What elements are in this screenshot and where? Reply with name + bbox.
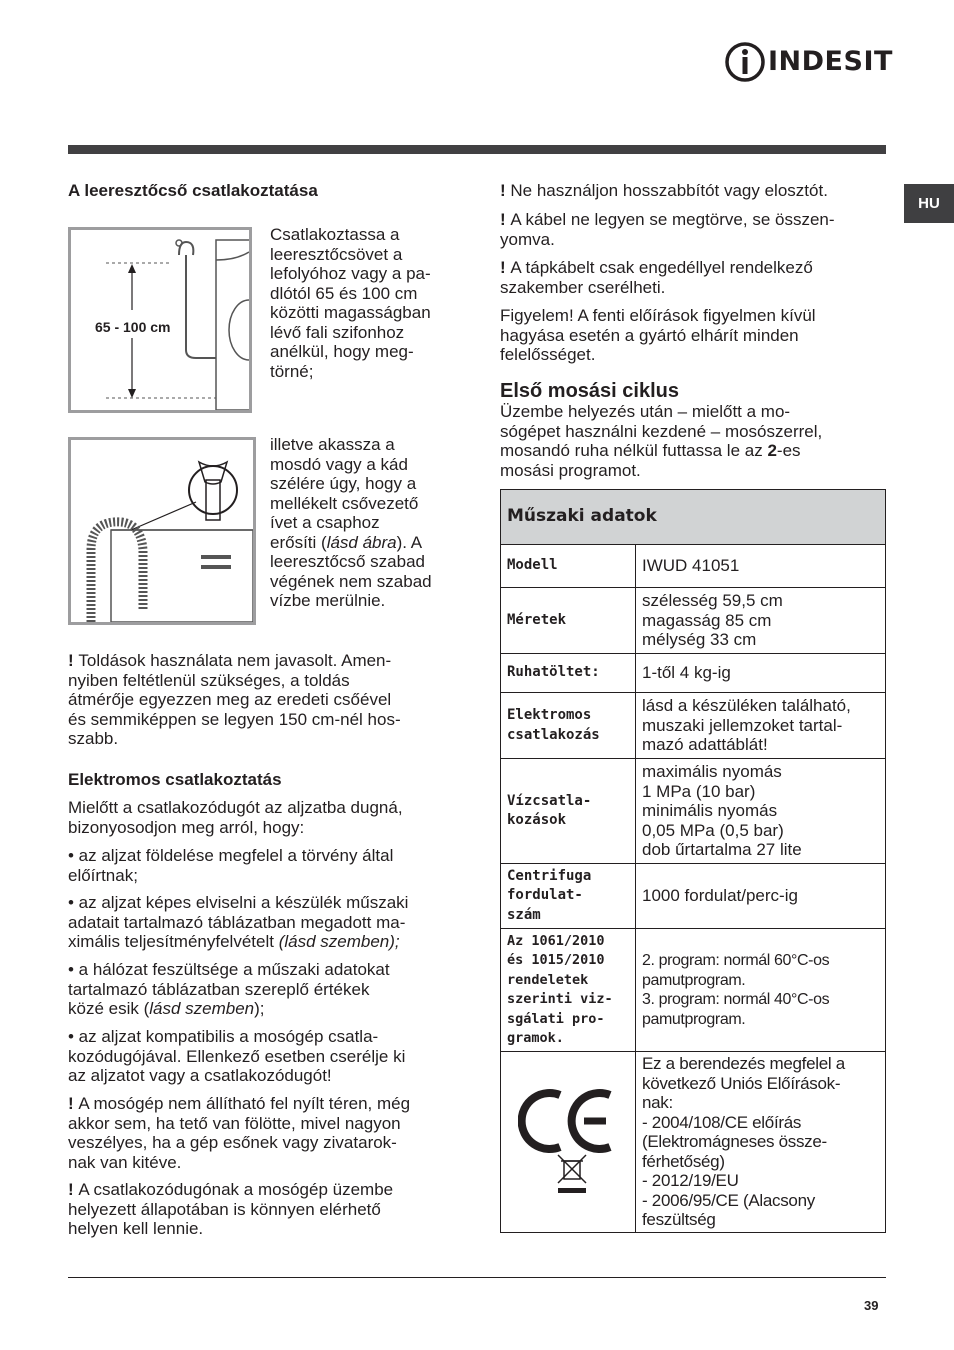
warning-mark: ! — [68, 1094, 79, 1113]
text-line — [68, 1094, 410, 1114]
text-line: • a hálózat feszültsége a műszaki adatokat — [68, 960, 390, 979]
table-row — [501, 759, 886, 864]
row-value-ce-compliance — [636, 1052, 886, 1233]
text-line: fordulat- — [507, 887, 583, 904]
row-value-electrical — [636, 693, 886, 759]
text-line: és semmiképpen se legyen 150 cm-nél hos- — [68, 709, 401, 729]
warning-mark: ! — [500, 181, 511, 200]
text-line: dlótól 65 és 100 cm — [270, 283, 418, 303]
table-row — [501, 1052, 886, 1233]
text-line: nak van kitéve. — [68, 1152, 182, 1172]
text-line: Vízcsatla- — [507, 792, 592, 809]
table-title: Műszaki adatok — [501, 490, 886, 545]
row-value-spin: 1000 fordulat/perc-ig — [636, 864, 886, 929]
text-line: sgálati pro- — [507, 1010, 605, 1027]
text-line — [68, 651, 401, 671]
text-line: magasság 85 cm — [642, 610, 772, 630]
text-line: az aljzatot vagy a csatlakozódugót! — [68, 1066, 332, 1085]
warning-cable-replace — [500, 258, 813, 297]
text-line: kozások — [507, 812, 567, 828]
text-line: illetve akassza a — [270, 435, 395, 454]
row-key-water — [501, 759, 636, 864]
weee-bin-icon — [558, 1155, 586, 1193]
text-span: közé esik ( — [68, 999, 150, 1018]
text-line: • az aljzat földelése megfelel a törvény által — [68, 846, 394, 865]
text-line: helyezett állapotában is könnyen elérhető — [68, 1199, 381, 1219]
text-line: átmérője egyezzen meg az eredeti csőével — [68, 690, 392, 709]
text-line: sógépet használni kezdené – mosószerrel, — [500, 421, 823, 441]
text-line: dob űrtartalma 27 lite — [642, 840, 802, 860]
warning-mark: ! — [68, 1180, 79, 1199]
text-line: mosdó vagy a kád — [270, 454, 408, 474]
see-opposite-ref: (lásd szemben); — [278, 932, 400, 951]
row-key-load: Ruhatöltet: — [501, 654, 636, 693]
text-line: maximális nyomás — [642, 762, 782, 782]
text-span: mosandó ruha nélkül futtassa le az — [500, 441, 768, 460]
text-line: - 2004/108/CE előírás — [642, 1112, 802, 1132]
text-line: minimális nyomás — [642, 801, 778, 821]
text-line: férhetőség) — [642, 1151, 725, 1171]
text-line: mosási programot. — [500, 460, 641, 480]
text-line: 3. program: normál 40°C-os — [642, 991, 830, 1008]
text-line: • az aljzat képes elviselni a készülék műszaki — [68, 893, 409, 912]
row-key-model: Modell — [501, 545, 636, 588]
text-line: végének nem szabad — [270, 571, 432, 591]
table-row — [501, 654, 886, 693]
text-line: akkor sem, ha tető van fölötte, mivel nagyon — [68, 1113, 401, 1133]
text-line: szélesség 59,5 cm — [642, 591, 783, 611]
text-line: csatlakozás — [507, 726, 600, 743]
warning-outdoor — [68, 1094, 410, 1172]
text-span: A kábel ne legyen se megtörve, se összen- — [510, 210, 835, 229]
paragraph-before-plugging — [68, 798, 403, 837]
warning-mark: ! — [68, 651, 79, 670]
text-line — [500, 210, 835, 230]
ce-mark-icon — [518, 1081, 618, 1196]
text-line: - 2006/95/CE (Alacsony — [642, 1190, 815, 1210]
sink-hook-illustration — [71, 440, 253, 622]
text-line: ívet a csaphoz — [270, 513, 380, 532]
text-line: lásd a készüléken található, — [642, 696, 851, 716]
text-line: szakember cserélheti. — [500, 277, 666, 297]
text-line: közötti magasságban — [270, 303, 431, 322]
bullet-grounding — [68, 846, 393, 885]
text-span: Toldások használata nem javasolt. Amen- — [78, 651, 392, 670]
row-key-electrical — [501, 693, 636, 759]
row-value-dimensions — [636, 588, 886, 654]
warning-mark: ! — [500, 258, 511, 277]
text-line: mélység 33 cm — [642, 630, 757, 650]
text-line: - 2012/19/EU — [642, 1171, 739, 1191]
text-line: nak: — [642, 1093, 673, 1113]
warning-extensions — [68, 651, 401, 749]
text-line: lefolyóhoz vagy a pa- — [270, 264, 431, 283]
sink-hook-figure — [68, 437, 256, 625]
text-span: -es — [776, 441, 801, 460]
bullet-compatibility — [68, 1027, 405, 1086]
text-line: 2. program: normál 60°C-os — [642, 952, 830, 969]
see-figure-ref: lásd ábra — [326, 532, 397, 552]
text-line: pamutprogram. — [642, 971, 746, 989]
text-line — [68, 932, 408, 952]
text-line: feszültség — [642, 1210, 716, 1230]
text-line: anélkül, hogy meg- — [270, 342, 414, 361]
text-line: hagyása esetén a gyártó elhárít minden — [500, 325, 799, 345]
text-line: pamutprogram. — [642, 1010, 746, 1028]
text-line: előírtnak; — [68, 865, 138, 885]
text-span: ximális teljesítményfelvételt — [68, 932, 279, 951]
text-span: ); — [254, 999, 265, 1018]
text-line: rendeletek — [507, 971, 589, 988]
text-line: Csatlakoztassa a — [270, 225, 400, 244]
text-line: szélére úgy, hogy a — [270, 474, 417, 493]
text-line: Figyelem! A fenti előírások figyelmen kívül — [500, 306, 816, 325]
warning-mark: ! — [500, 210, 511, 229]
warning-extension-cord — [500, 181, 828, 201]
text-line: muszaki jellemzoket tartal- — [642, 715, 843, 735]
text-span: A csatlakozódugónak a mosógép üzembe — [78, 1180, 394, 1199]
table-header-row — [501, 490, 886, 545]
text-line: Elektromos — [507, 707, 592, 723]
text-line: Centrifuga — [507, 867, 592, 884]
page-number: 39 — [864, 1298, 879, 1313]
text-line — [68, 1180, 393, 1200]
indesit-logo — [724, 40, 893, 84]
table-row — [501, 929, 886, 1052]
text-line: mellékelt csővezető — [270, 493, 419, 513]
bottom-rule — [68, 1277, 886, 1278]
text-line: adatait tartalmazó táblázatban megadott ma- — [68, 912, 406, 932]
text-line: felelősséget. — [500, 345, 596, 364]
table-row — [501, 864, 886, 929]
fig1-caption — [270, 225, 431, 381]
text-span: Ne használjon hosszabbítót vagy elosztót. — [510, 181, 828, 200]
text-line: gramok. — [507, 1030, 564, 1046]
row-key-test-programs — [501, 929, 636, 1052]
ce-mark-cell — [501, 1052, 636, 1233]
top-rule — [68, 145, 886, 154]
text-line: (Elektromágneses össze- — [642, 1132, 827, 1152]
text-line: 0,05 MPa (0,5 bar) — [642, 820, 784, 840]
table-row — [501, 693, 886, 759]
row-value-test-programs — [636, 929, 886, 1052]
brand-name: INDESIT — [768, 46, 893, 77]
program-number: 2 — [767, 441, 777, 460]
row-value-load: 1-től 4 kg-ig — [636, 654, 886, 693]
height-range-label: 65 - 100 cm — [95, 319, 171, 335]
heading-electrical: Elektromos csatlakoztatás — [68, 770, 282, 789]
heading-drain-hose: A leeresztőcső csatlakoztatása — [68, 181, 318, 200]
heading-first-wash: Első mosási ciklus — [500, 380, 679, 402]
text-line — [270, 533, 432, 553]
row-value-water — [636, 759, 886, 864]
text-line: tartalmazó táblázatban szereplő értékek — [68, 979, 370, 999]
text-line: lévő fali szifonhoz — [270, 322, 405, 342]
text-line: Az 1061/2010 — [507, 932, 605, 949]
text-line: nyiben feltétlenül szükséges, a toldás — [68, 670, 350, 690]
warning-cable — [500, 210, 835, 249]
text-line: következő Uniós Előírások- — [642, 1073, 841, 1093]
text-line: szabb. — [68, 729, 119, 748]
text-line: leeresztőcsövet a — [270, 244, 403, 264]
text-line: leeresztőcső szabad — [270, 552, 425, 571]
text-line: Ez a berendezés megfelel a — [642, 1054, 845, 1074]
text-line: mazó adattáblát! — [642, 735, 768, 755]
first-wash-paragraph — [500, 402, 822, 480]
text-line: veszélyes, ha a gép esőnek vagy zivatarok- — [68, 1133, 397, 1152]
text-line: 1 MPa (10 bar) — [642, 781, 756, 801]
text-line: bizonyosodjon meg arról, hogy: — [68, 817, 305, 837]
text-line: Mielőtt a csatlakozódugót az aljzatba dugná, — [68, 798, 403, 817]
text-line: szerinti viz- — [507, 991, 613, 1007]
see-opposite-ref: lásd szemben — [149, 999, 255, 1018]
attention-paragraph — [500, 306, 816, 365]
text-line: kozódugójával. Ellenkező esetben cserélje ki — [68, 1046, 406, 1066]
row-key-dimensions: Méretek — [501, 588, 636, 654]
row-value-model: IWUD 41051 — [636, 545, 886, 588]
bullet-voltage — [68, 960, 390, 1019]
text-line: szám — [507, 906, 541, 923]
fig2-caption — [270, 435, 432, 611]
text-span: ). A — [396, 532, 423, 552]
table-row — [501, 545, 886, 588]
text-line: törné; — [270, 361, 314, 381]
row-key-spin — [501, 864, 636, 929]
text-span: erősíti ( — [270, 532, 327, 552]
text-span: A tápkábelt csak engedéllyel rendelkező — [510, 258, 813, 277]
text-line: helyen kell lennie. — [68, 1219, 204, 1238]
text-line: yomva. — [500, 229, 555, 249]
table-row — [501, 588, 886, 654]
text-line: és 1015/2010 — [507, 952, 605, 968]
language-tab[interactable]: HU — [904, 184, 954, 223]
text-line — [68, 999, 390, 1019]
text-line: • az aljzat kompatibilis a mosógép csatla- — [68, 1027, 379, 1046]
text-span: A mosógép nem állítható fel nyílt téren, még — [78, 1094, 411, 1113]
indesit-logo-mark — [724, 40, 766, 84]
text-line: Üzembe helyezés után – mielőtt a mo- — [500, 402, 791, 421]
warning-plug-access — [68, 1180, 393, 1239]
bullet-power — [68, 893, 408, 952]
drain-height-figure — [68, 227, 252, 413]
text-line — [500, 441, 822, 461]
text-line — [500, 258, 813, 278]
technical-data-table — [500, 489, 886, 1233]
text-line: vízbe merülnie. — [270, 591, 386, 610]
